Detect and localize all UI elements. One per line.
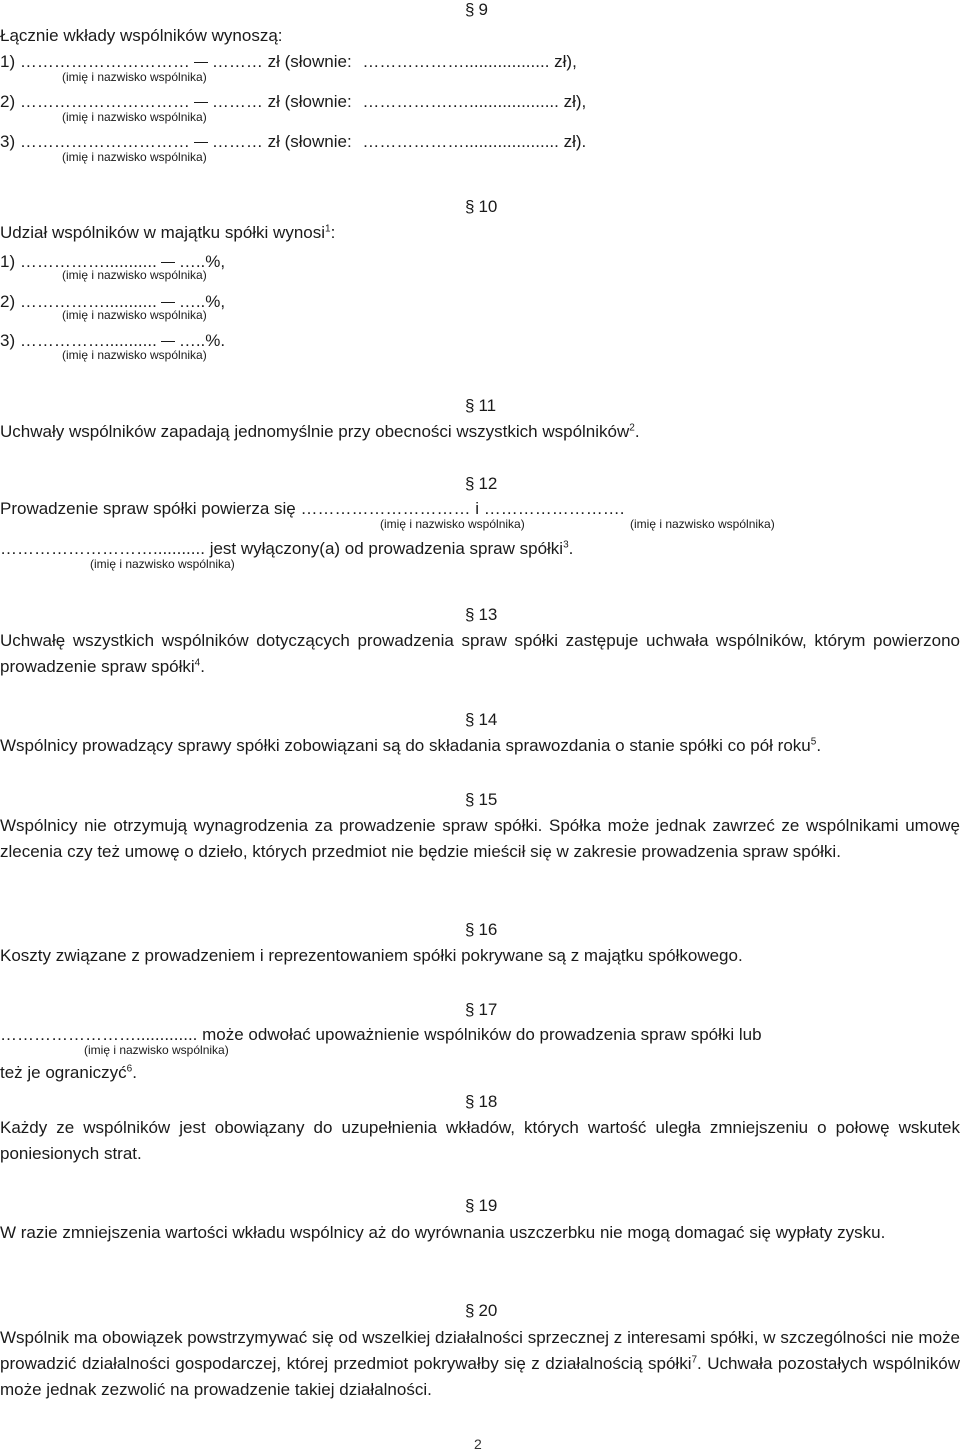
paragraph-17-line-2: też je ograniczyć$^6$.	[0, 1063, 137, 1082]
paragraph-18: Każdy ze wspólników jest obowiązany do uzupełnienia wkładów, których wartość uległa zmniejszeniu o połowę wskutek poniesionych strat.	[0, 1118, 960, 1163]
section-heading: § 13	[465, 605, 498, 624]
placeholder-label: (imię i nazwisko wspólnika)	[62, 308, 207, 322]
section-heading: § 16	[465, 920, 498, 939]
footnote-ref: 6	[126, 1063, 133, 1075]
section-heading: § 15	[465, 790, 498, 809]
placeholder-label: (imię i nazwisko wspólnika)	[380, 517, 525, 531]
paragraph-16: Koszty związane z prowadzeniem i reprezentowaniem spółki pokrywane są z majątku spółkowego.	[0, 946, 743, 965]
footnote-ref: 3	[563, 539, 569, 551]
paragraph-20: Wspólnik ma obowiązek powstrzymywać się od wszelkiej działalności sprzecznej z interesami spółki, w szczególności nie może prowadzić działalności gospodarczej, której przedmiot pokrywałby się z działalnością spółki$^7$. Uchwała pozostałych wspólników może jednak zezwolić na prowadzenie takiej działalności.	[0, 1328, 960, 1399]
section-heading: § 20	[465, 1301, 498, 1320]
placeholder-label: (imię i nazwisko wspólnika)	[62, 348, 207, 362]
section-heading: § 14	[465, 710, 498, 729]
contributions-heading: Łącznie wkłady wspólników wynoszą:	[0, 26, 283, 45]
section-heading: § 12	[465, 474, 498, 493]
shares-heading: Udział wspólników w majątku spółki wynosi$^1$:	[0, 223, 336, 242]
page-number: 2	[474, 1436, 482, 1452]
paragraph-11: Uchwały wspólników zapadają jednomyślnie przy obecności wszystkich wspólników$^2$.	[0, 422, 640, 441]
share-row-2: 2) ……………........... …..%,	[0, 292, 226, 311]
placeholder-label: (imię i nazwisko wspólnika)	[62, 150, 207, 164]
placeholder-label: (imię i nazwisko wspólnika)	[62, 268, 207, 282]
paragraph-13: Uchwałę wszystkich wspólników dotyczących prowadzenia spraw spółki zastępuje uchwała wspólników, którym powierzono prowadzenie spraw spółki$^4$.	[0, 631, 960, 676]
share-row-1: 1) ……………........... …..%,	[0, 252, 226, 271]
contribution-row-2: 2) ………………………… ……… zł (słownie: …………….…................... zł),	[0, 92, 587, 111]
footnote-ref: 1	[325, 223, 331, 235]
section-heading: § 17	[465, 1000, 498, 1019]
paragraph-19: W razie zmniejszenia wartości wkładu wspólnicy aż do wyrównania uszczerbku nie mogą domagać się wypłaty zysku.	[0, 1223, 886, 1242]
section-heading: § 9	[465, 0, 488, 19]
paragraph-15: Wspólnicy nie otrzymują wynagrodzenia za prowadzenie spraw spółki. Spółka może jednak zawrzeć ze wspólnikami umowę zlecenia czy też umowę o dzieło, których przedmiot nie będzie mieścił się w zakresie prowadzenia spraw spółki.	[0, 816, 960, 861]
contribution-row-3: 3) ………………………… ……… zł (słownie: ……………….................... zł).	[0, 132, 587, 151]
section-heading: § 11	[465, 396, 497, 415]
placeholder-label: (imię i nazwisko wspólnika)	[62, 110, 207, 124]
section-heading: § 10	[465, 197, 498, 216]
placeholder-label: (imię i nazwisko wspólnika)	[630, 517, 775, 531]
footnote-ref: 7	[691, 1354, 698, 1366]
placeholder-label: (imię i nazwisko wspólnika)	[62, 70, 207, 84]
placeholder-label: (imię i nazwisko wspólnika)	[90, 557, 235, 571]
footnote-ref: 5	[810, 736, 817, 748]
section-heading: § 18	[465, 1092, 498, 1111]
share-row-3: 3) ……………........... …..%.	[0, 331, 226, 350]
paragraph-12-line-2: ………………………........... jest wyłączony(a) od prowadzenia spraw spółki$^3$.	[0, 539, 574, 558]
paragraph-17-line-1: ……………………............. może odwołać upoważnienie wspólników do prowadzenia spraw spółki lub	[0, 1025, 762, 1044]
paragraph-12-line-1: Prowadzenie spraw spółki powierza się ………………………… i …………………….	[0, 499, 625, 518]
footnote-ref: 4	[194, 657, 201, 669]
footnote-ref: 2	[629, 422, 635, 434]
placeholder-label: (imię i nazwisko wspólnika)	[84, 1043, 229, 1057]
contribution-row-1: 1) ………………………… ……… zł (słownie: ……………….................. zł),	[0, 52, 577, 71]
section-heading: § 19	[465, 1196, 498, 1215]
paragraph-14: Wspólnicy prowadzący sprawy spółki zobowiązani są do składania sprawozdania o stanie spółki co pół roku$^5$.	[0, 736, 822, 755]
